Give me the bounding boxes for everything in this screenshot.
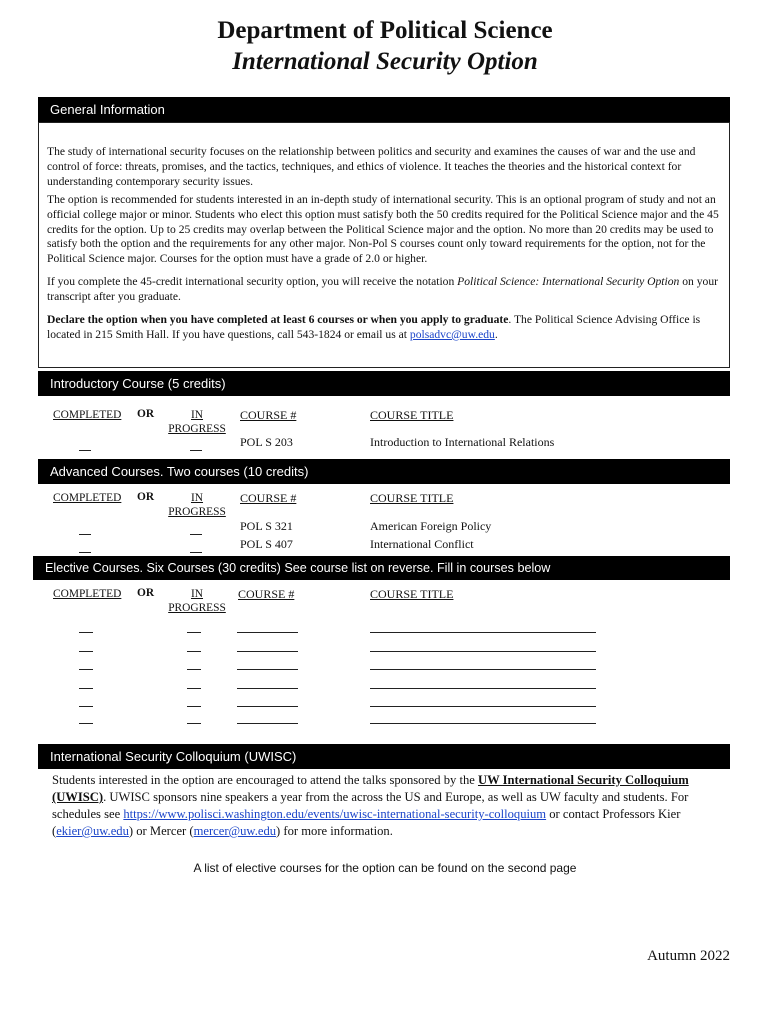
course-num-label: COURSE # — [238, 587, 295, 601]
course-number: POL S 407 — [240, 537, 293, 551]
or-label: OR — [137, 408, 155, 420]
general-info-header: General Information — [38, 97, 730, 122]
in-label: IN — [190, 492, 204, 504]
in-progress-checkbox[interactable] — [190, 450, 202, 451]
colloquium-contact: or contact Professors Kier ( — [52, 807, 681, 838]
completed-label: COMPLETED — [53, 588, 122, 600]
in-progress-checkbox[interactable] — [187, 651, 201, 652]
course-number: POL S 321 — [240, 519, 293, 533]
in-progress-label — [167, 588, 227, 615]
course-title-field[interactable] — [370, 723, 596, 724]
course-title-field[interactable] — [370, 688, 596, 689]
course-title-field[interactable] — [370, 669, 596, 670]
elective-header: Elective Courses. Six Courses (30 credits) See course list on reverse. Fill in courses below — [33, 556, 730, 580]
advanced-header: Advanced Courses. Two courses (10 credits) — [38, 459, 730, 484]
general-para-4 — [47, 313, 721, 343]
completed-checkbox[interactable] — [79, 552, 91, 553]
course-num-label: COURSE # — [240, 491, 297, 505]
in-progress-checkbox[interactable] — [187, 723, 201, 724]
uwisc-name: UW International Security Colloquium (UWISC) — [52, 773, 689, 804]
course-number-field[interactable] — [237, 651, 298, 652]
general-para-3 — [47, 275, 721, 305]
declare-note: Declare the option when you have completed at least 6 courses or when you apply to graduate — [47, 313, 509, 326]
in-progress-checkbox[interactable] — [190, 552, 202, 553]
progress-label: PROGRESS — [168, 601, 226, 614]
completed-checkbox[interactable] — [79, 450, 91, 451]
course-title: American Foreign Policy — [370, 519, 492, 533]
intro-header: Introductory Course (5 credits) — [38, 371, 730, 396]
course-title-label: COURSE TITLE — [370, 408, 454, 422]
in-label: IN — [190, 588, 204, 600]
completed-checkbox[interactable] — [79, 706, 93, 707]
p3-notation: Political Science: International Security Option — [457, 275, 680, 288]
general-para-1: The study of international security focuses on the relationship between politics and security and examines the causes of war and the use and control of force: threats, promises, and the tactics, techniques, and ethics of violence. It teaches the theories and the historical context for understanding contemporary security issues. — [47, 145, 696, 188]
progress-label: PROGRESS — [168, 505, 226, 518]
course-number-field[interactable] — [237, 669, 298, 670]
uwisc-schedule-link[interactable]: https://www.polisci.washington.edu/events/uwisc-international-security-colloquium — [123, 807, 547, 821]
course-number: POL S 203 — [240, 435, 293, 449]
course-number-field[interactable] — [237, 723, 298, 724]
page-title: Department of Political Science — [217, 17, 553, 44]
p4-text: . The Political Science Advising Office is located in 215 Smith Hall. If you have questions, call 543-1824 or email us at — [47, 313, 701, 341]
course-number-field[interactable] — [237, 706, 298, 707]
in-progress-checkbox[interactable] — [190, 534, 202, 535]
p3-text: If you complete the 45-credit international security option, you will receive the notation — [47, 275, 458, 288]
or-label: OR — [137, 491, 155, 503]
or-label: OR — [137, 587, 155, 599]
course-title-label: COURSE TITLE — [370, 491, 454, 505]
completed-checkbox[interactable] — [79, 632, 93, 633]
in-progress-checkbox[interactable] — [187, 688, 201, 689]
general-para-2: The option is recommended for students interested in an in-depth study of international security. This is an optional program of study and not an official college major or minor. Students who elect this option must satisfy both the 50 credits required for the Political Science major and the 45 credits for the option. Up to 25 credits may overlap between the Political Science major and the option. No more than 20 credits may be used to satisfy both the option and the requirements for any other major. Non-Pol S courses count only toward requirements for the option, not for the Political Science major. Courses for the option must have a grade of 2.0 or higher. — [47, 193, 719, 266]
completed-checkbox[interactable] — [79, 723, 93, 724]
term-footer: Autumn 2022 — [647, 948, 730, 964]
completed-checkbox[interactable] — [79, 651, 93, 652]
p3-text-end: on your transcript after you graduate. — [47, 275, 718, 303]
completed-label: COMPLETED — [53, 492, 122, 504]
course-title-field[interactable] — [370, 706, 596, 707]
completed-checkbox[interactable] — [79, 688, 93, 689]
colloquium-desc: . UWISC sponsors nine speakers a year from the across the US and Europe, as well as UW faculty and students. For schedules see — [52, 790, 689, 821]
course-num-label: COURSE # — [240, 408, 297, 422]
course-title-field[interactable] — [370, 632, 596, 633]
kier-email-link[interactable]: ekier@uw.edu — [56, 824, 129, 838]
mercer-email-link[interactable]: mercer@uw.edu — [193, 824, 277, 838]
page-subtitle: International Security Option — [232, 48, 538, 75]
completed-checkbox[interactable] — [79, 669, 93, 670]
completed-checkbox[interactable] — [79, 534, 91, 535]
in-progress-checkbox[interactable] — [187, 706, 201, 707]
elective-list-note: A list of elective courses for the option can be found on the second page — [193, 861, 577, 875]
course-title-label: COURSE TITLE — [370, 587, 454, 601]
colloquium-or: ) or Mercer ( — [128, 824, 194, 838]
in-progress-label — [167, 492, 227, 519]
course-title-field[interactable] — [370, 651, 596, 652]
advising-email-link[interactable]: polsadvc@uw.edu — [409, 327, 495, 341]
colloquium-intro: Students interested in the option are encouraged to attend the talks sponsored by the — [52, 773, 478, 787]
p4-end: . — [494, 327, 498, 341]
progress-label: PROGRESS — [168, 422, 226, 435]
course-title: International Conflict — [370, 537, 474, 551]
in-progress-checkbox[interactable] — [187, 669, 201, 670]
colloquium-header: International Security Colloquium (UWISC) — [38, 744, 730, 769]
completed-label: COMPLETED — [53, 409, 122, 421]
course-title: Introduction to International Relations — [370, 435, 555, 449]
in-label: IN — [190, 409, 204, 421]
course-number-field[interactable] — [237, 688, 298, 689]
colloquium-end: ) for more information. — [276, 824, 393, 838]
in-progress-checkbox[interactable] — [187, 632, 201, 633]
colloquium-text — [52, 772, 732, 840]
in-progress-label — [167, 409, 227, 436]
course-number-field[interactable] — [237, 632, 298, 633]
